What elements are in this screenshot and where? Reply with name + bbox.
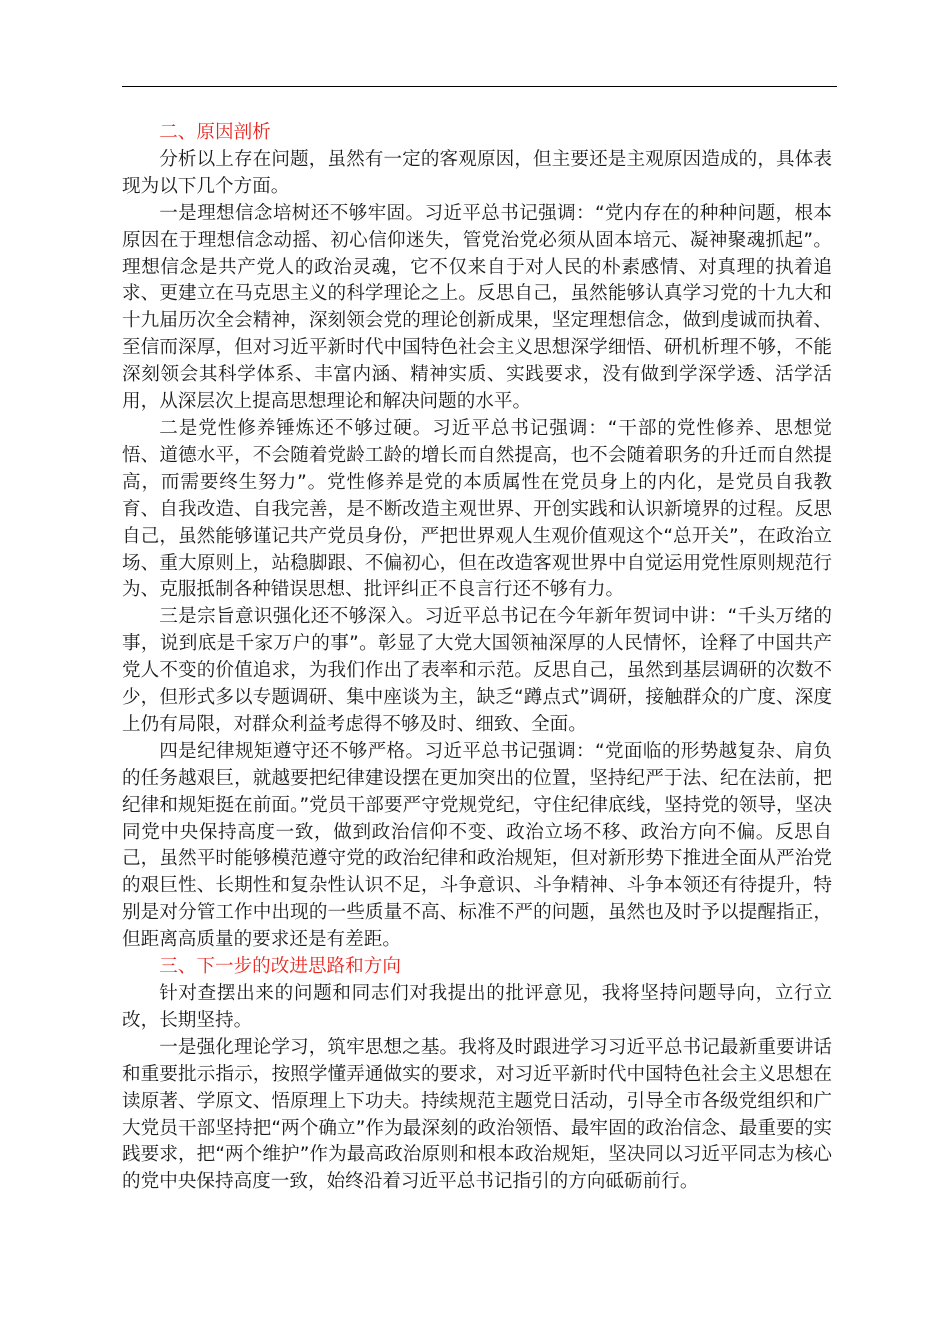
section-heading-causes: 二、原因剖析 [159,122,271,143]
header-rule [122,86,837,87]
paragraph-discipline: 四是纪律规矩遵守还不够严格。习近平总书记强调：“党面临的形势越复杂、肩负的任务越艰巨，就越要把纪律建设摆在更加突出的位置，坚持纪严于法、纪在法前，把纪律和规矩挺在前面。”党员干部要严守党规党纪，守住纪律底线，坚持党的领导，坚决同党中央保持高度一致，做到政治信仰不变、政治立场不移、政治方向不偏。反思自己，虽然平时能够模范遵守党的政治纪律和政治规矩，但对新形势下推进全面从严治党的艰巨性、长期性和复杂性认识不足，斗争意识、斗争精神、斗争本领还有待提升，特别是对分管工作中出现的一些质量不高、标准不严的问题，虽然也及时予以提醒指正，但距离高质量的要求还是有差距。 [122,740,832,951]
section-heading-improvements: 三、下一步的改进思路和方向 [159,956,401,978]
document-body [122,120,832,1196]
paragraph-purpose: 三是宗旨意识强化还不够深入。习近平总书记在今年新年贺词中讲：“千头万绪的事，说到底是千家万户的事”。彰显了大党大国领袖深厚的人民情怀，诠释了中国共产党人不变的价值追求，为我们作出了表率和示范。反思自己，虽然到基层调研的次数不少，但形式多以专题调研、集中座谈为主，缺乏“蹲点式”调研，接触群众的广度、深度上仍有局限，对群众利益考虑得不够及时、细致、全面。 [122,606,832,735]
paragraph-intro: 分析以上存在问题，虽然有一定的客观原因，但主要还是主观原因造成的，具体表现为以下几个方面。 [122,148,832,197]
paragraph-ideals: 一是理想信念培树还不够牢固。习近平总书记强调：“党内存在的种种问题，根本原因在于理想信念动摇、初心信仰迷失，管党治党必须从固本培元、凝神聚魂抓起”。理想信念是共产党人的政治灵魂，它不仅来自于对人民的朴素感情、对真理的执着追求、更建立在马克思主义的科学理论之上。反思自己，虽然能够认真学习党的十九大和十九届历次全会精神，深刻领会党的理论创新成果，坚定理想信念，做到虔诚而执着、至信而深厚，但对习近平新时代中国特色社会主义思想深学细悟、研机析理不够，不能深刻领会其科学体系、丰富内涵、精神实质、实践要求，没有做到学深学透、活学活用，从深层次上提高思想理论和解决问题的水平。 [122,202,832,413]
paragraph-party-spirit: 二是党性修养锤炼还不够过硬。习近平总书记强调：“干部的党性修养、思想觉悟、道德水平，不会随着党龄工龄的增长而自然提高，也不会随着职务的升迁而自然提高，而需要终生努力”。党性修养是党的本质属性在党员身上的内化，是党员自我教育、自我改造、自我完善，是不断改造主观世界、开创实践和认识新境界的过程。反思自己，虽然能够谨记共产党员身份，严把世界观人生观价值观这个“总开关”，在政治立场、重大原则上，站稳脚跟、不偏初心，但在改造客观世界中自觉运用党性原则规范行为、克服抵制各种错误思想、批评纠正不良言行还不够有力。 [122,417,832,601]
paragraph-theory-study: 一是强化理论学习，筑牢思想之基。我将及时跟进学习习近平总书记最新重要讲话和重要批示指示，按照学懂弄通做实的要求，对习近平新时代中国特色社会主义思想在读原著、学原文、悟原理上下功夫。持续规范主题党日活动，引导全市各级党组织和广大党员干部坚持把“两个确立”作为最深刻的政治领悟、最牢固的政治信念、最重要的实践要求，把“两个维护”作为最高政治原则和根本政治规矩，坚决同以习近平同志为核心的党中央保持高度一致，始终沿着习近平总书记指引的方向砥砺前行。 [122,1036,832,1193]
paragraph-commitment: 针对查摆出来的问题和同志们对我提出的批评意见，我将坚持问题导向，立行立改，长期坚持。 [122,983,832,1031]
